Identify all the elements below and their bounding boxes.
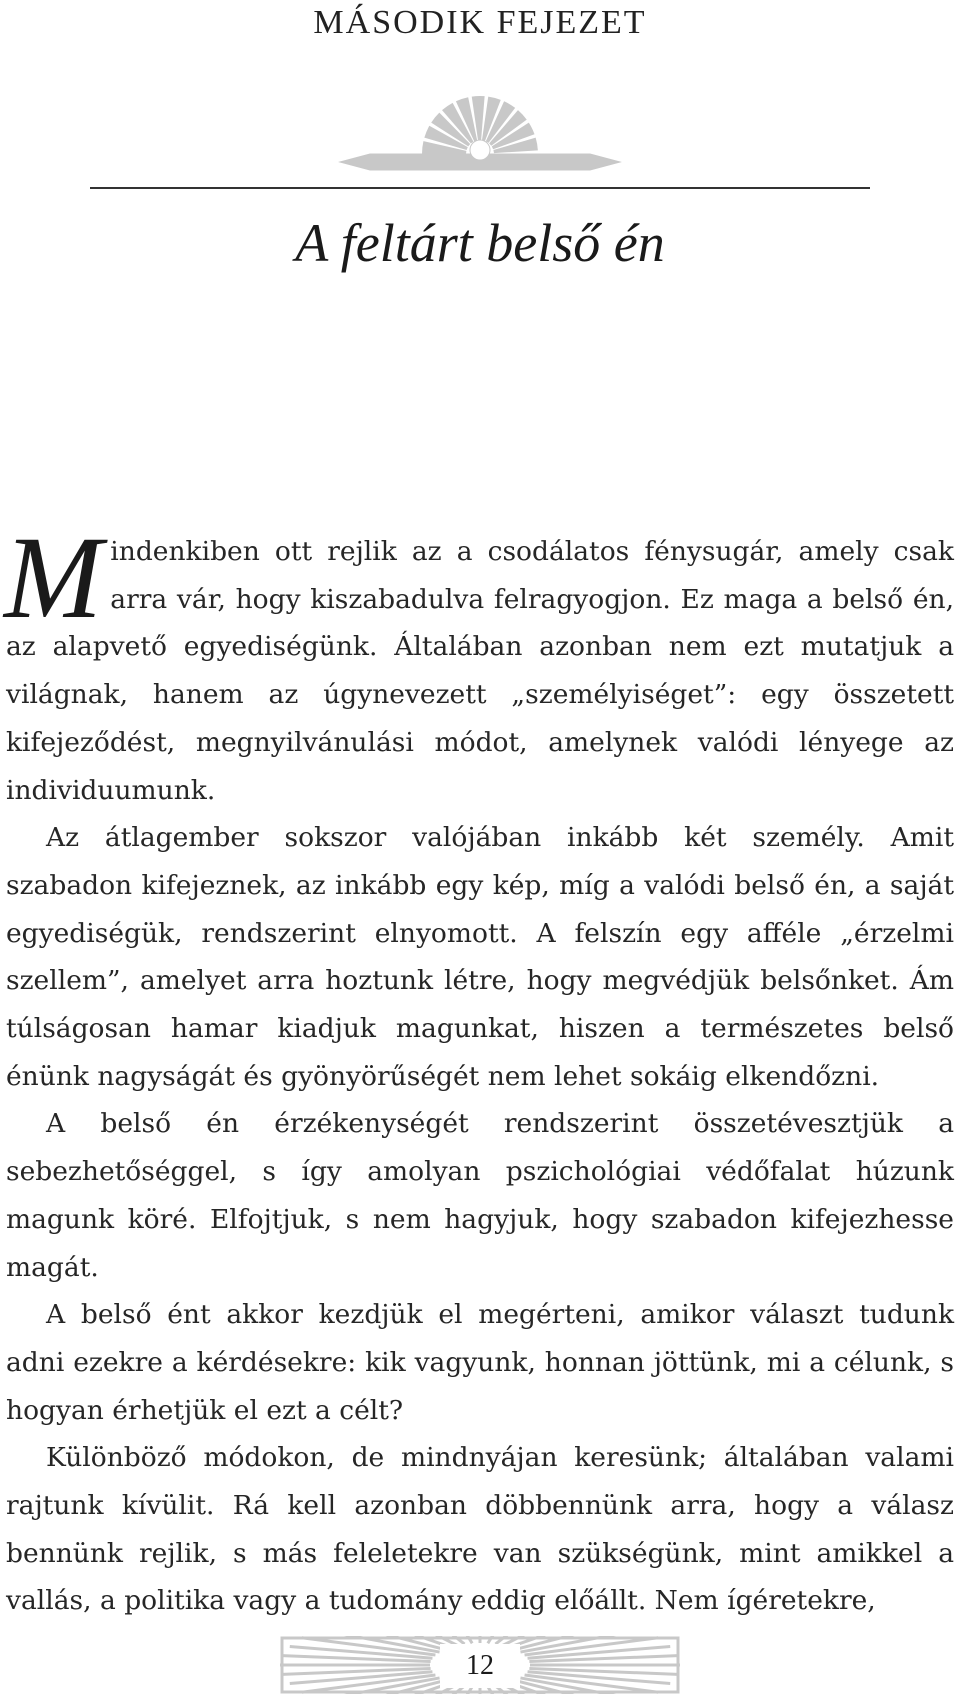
paragraph-2: Az átlagember sokszor valójában inkább két személy. Amit szabadon kifejeznek, az inkább egy kép, míg a valódi belső én, a saját egyediségük, rendszerint elnyomott. A felszín egy afféle „érzelmi szellem”, amelyet arra hoztunk létre, hogy megvédjük belsőnket. Ám túlságosan hamar kiadjuk magunkat, hiszen a természetes belső énünk nagyságát és gyönyörűségét nem lehet sokáig elkendőzni. xyxy=(6,822,954,1092)
paragraph-1-text: indenkiben ott rejlik az a csodálatos fénysugár, amely csak arra vár, hogy kiszabadulva felragyogjon. Ez maga a belső én, az alapvető egyediségünk. Általában azonban nem ezt mutatjuk a világnak, hanem az úgynevezett „személyiséget”: egy összetett kifejeződést, megnyilvánulási módot, amelynek valódi lényege az individuumunk. xyxy=(6,536,954,806)
header-divider xyxy=(90,187,870,189)
body-text xyxy=(4,512,954,1625)
drop-cap: M xyxy=(4,512,103,643)
chapter-title: A feltárt belső én xyxy=(295,213,665,273)
sunburst-fan-ornament-icon xyxy=(330,90,630,180)
paragraph-3: A belső én érzékenységét rendszerint összetévesztjük a sebezhetőséggel, s így amolyan pszichológiai védőfalat húzunk magunk köré. Elfojtjuk, s nem hagyjuk, hogy szabadon kifejezhesse magát. xyxy=(6,1108,954,1283)
paragraph-5: Különböző módokon, de mindnyájan keresünk; általában valami rajtunk kívülit. Rá kell azonban döbbennünk arra, hogy a válasz bennünk rejlik, s más feleletekre van szükségünk, mint amikkel a vallás, a politika vagy a tudomány eddig előállt. Nem ígéretekre, xyxy=(6,1442,954,1617)
paragraph-1 xyxy=(4,512,954,814)
page-number: 12 xyxy=(440,1644,520,1688)
chapter-label: MÁSODIK FEJEZET xyxy=(313,4,647,41)
paragraph-4: A belső ént akkor kezdjük el megérteni, amikor választ tudunk adni ezekre a kérdésekre: kik vagyunk, honnan jöttünk, mi a célunk, s hogyan érhetjük el ezt a célt? xyxy=(6,1299,954,1426)
